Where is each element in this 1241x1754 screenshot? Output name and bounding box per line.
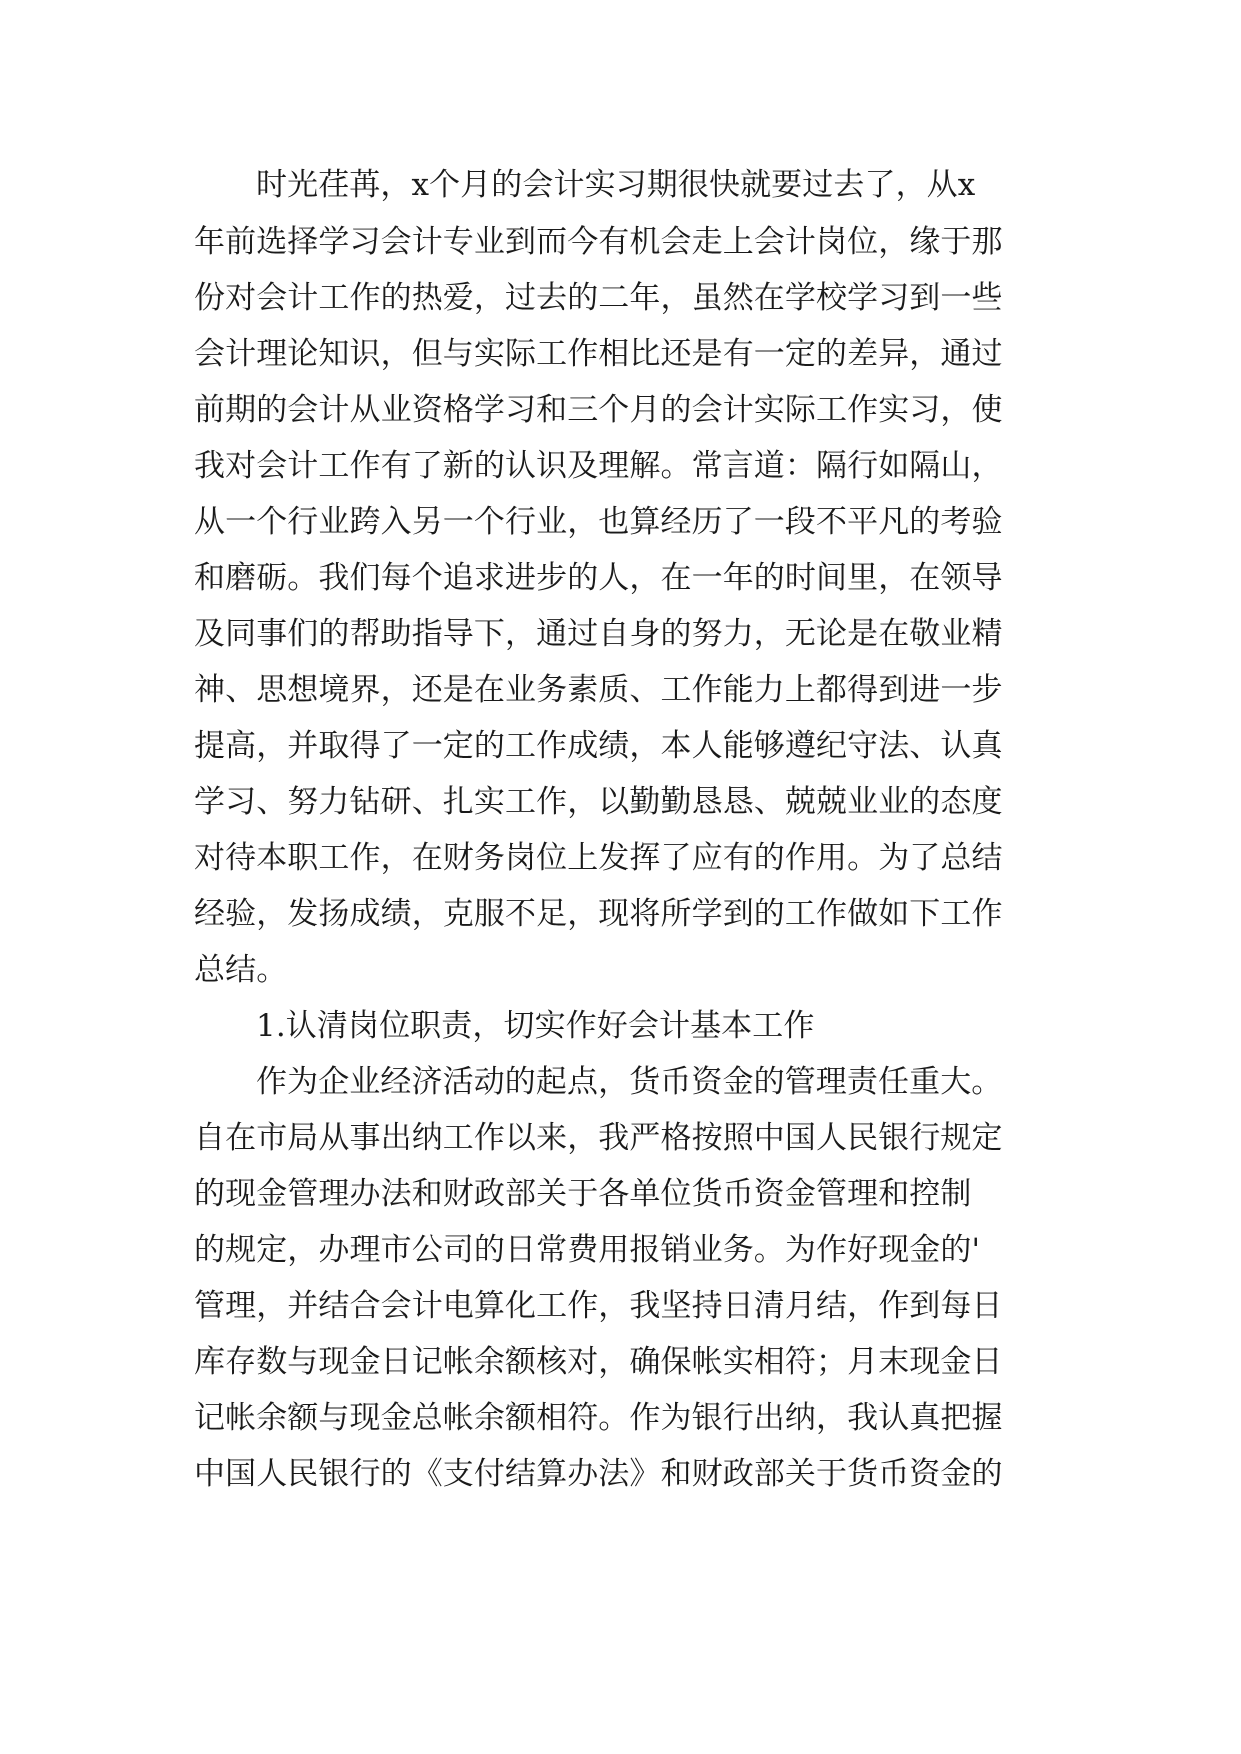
text-line-17: 作为企业经济活动的起点，货币资金的管理责任重大。 xyxy=(256,1064,1003,1100)
text-line-3: 份对会计工作的热爱，过去的二年，虽然在学校学习到一些 xyxy=(194,280,1003,316)
text-line-4: 会计理论知识，但与实际工作相比还是有一定的差异，通过 xyxy=(194,336,1003,372)
text-line-14: 经验，发扬成绩，克服不足，现将所学到的工作做如下工作 xyxy=(194,896,1003,932)
text-line-10: 神、思想境界，还是在业务素质、工作能力上都得到进一步 xyxy=(194,672,1003,708)
text-line-19: 的现金管理办法和财政部关于各单位货币资金管理和控制 xyxy=(194,1176,972,1212)
text-line-15: 总结。 xyxy=(194,952,288,988)
section-heading: 1.认清岗位职责，切实作好会计基本工作 xyxy=(256,1008,815,1044)
text-line-6: 我对会计工作有了新的认识及理解。常言道：隔行如隔山， xyxy=(194,448,1003,484)
text-line-12: 学习、努力钻研、扎实工作，以勤勤恳恳、兢兢业业的态度 xyxy=(194,784,1003,820)
text-line-9: 及同事们的帮助指导下，通过自身的努力，无论是在敬业精 xyxy=(194,616,1003,652)
text-line-7: 从一个行业跨入另一个行业，也算经历了一段不平凡的考验 xyxy=(194,504,1003,540)
text-line-2: 年前选择学习会计专业到而今有机会走上会计岗位，缘于那 xyxy=(194,224,1003,260)
text-line-5: 前期的会计从业资格学习和三个月的会计实际工作实习，使 xyxy=(194,392,1003,428)
text-line-20: 的规定，办理市公司的日常费用报销业务。为作好现金的' xyxy=(194,1232,981,1268)
text-line-1: 时光荏苒，x个月的会计实习期很快就要过去了，从x xyxy=(256,167,976,203)
text-line-23: 记帐余额与现金总帐余额相符。作为银行出纳，我认真把握 xyxy=(194,1400,1003,1436)
text-line-18: 自在市局从事出纳工作以来，我严格按照中国人民银行规定 xyxy=(194,1120,1003,1156)
text-line-11: 提高，并取得了一定的工作成绩，本人能够遵纪守法、认真 xyxy=(194,728,1003,764)
text-line-13: 对待本职工作，在财务岗位上发挥了应有的作用。为了总结 xyxy=(194,840,1003,876)
text-line-8: 和磨砺。我们每个追求进步的人，在一年的时间里，在领导 xyxy=(194,560,1003,596)
text-line-21: 管理，并结合会计电算化工作，我坚持日清月结，作到每日 xyxy=(194,1288,1003,1324)
text-line-24: 中国人民银行的《支付结算办法》和财政部关于货币资金的 xyxy=(194,1456,1003,1492)
text-line-22: 库存数与现金日记帐余额核对，确保帐实相符；月末现金日 xyxy=(194,1344,1003,1380)
